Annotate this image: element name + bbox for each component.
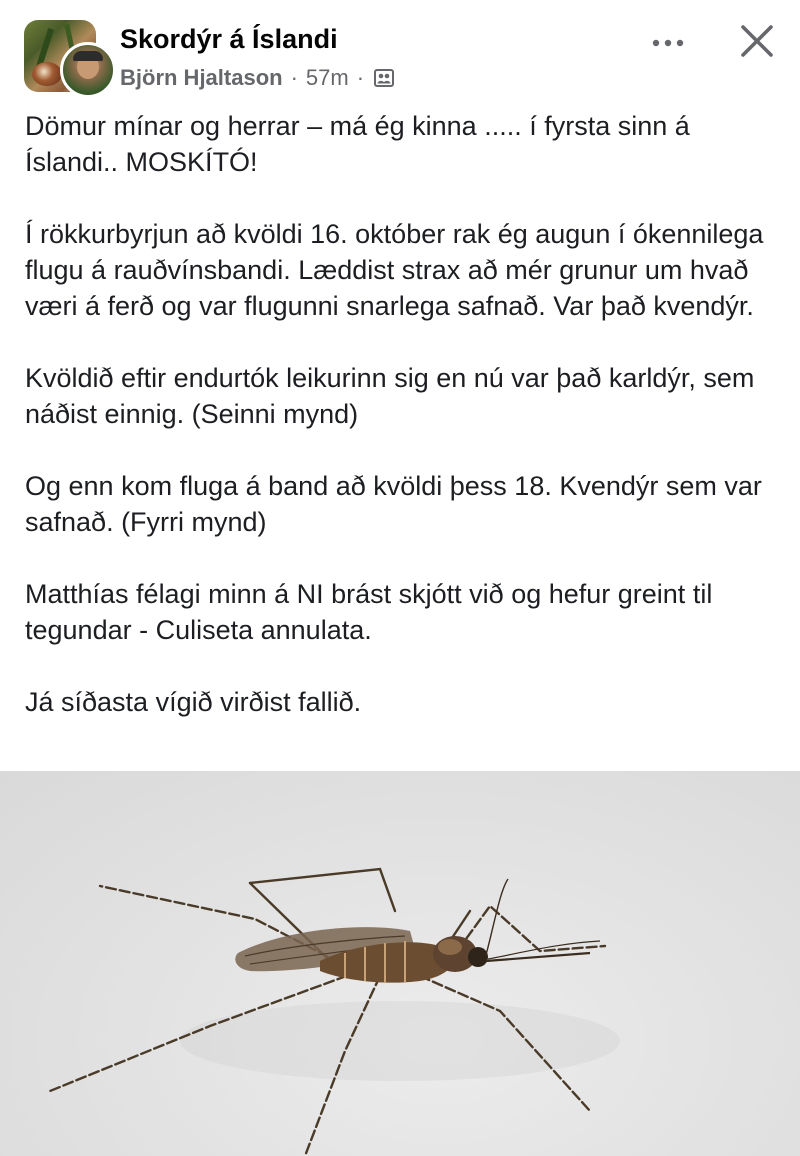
group-audience-icon [374,68,394,88]
more-options-button[interactable] [648,24,688,64]
group-name[interactable]: Skordýr á Íslandi [120,24,338,54]
post-paragraph: Dömur mínar og herrar – má ég kinna ..... í fyrsta sinn á Íslandi.. MOSKÍTÓ! [25,111,690,177]
more-horizontal-icon [650,35,686,53]
post-paragraph: Og enn kom fluga á band að kvöldi þess 18. Kvendýr sem var safnað. (Fyrri mynd) [25,471,762,537]
post-photo[interactable] [0,771,800,1156]
post-paragraph: Kvöldið eftir endurtók leikurinn sig en nú var það karldýr, sem náðist einnig. (Seinni mynd) [25,363,755,429]
post-meta [120,64,394,92]
post-header [0,0,800,104]
mosquito-image [0,771,800,1156]
post-paragraph: Matthías félagi minn á NI brást skjótt við og hefur greint til tegundar - Culiseta annulata. [25,579,713,645]
close-button[interactable] [734,20,780,66]
meta-separator: · [290,65,298,90]
post-text [25,108,785,720]
close-icon [740,24,774,63]
meta-separator: · [356,65,365,90]
post-paragraph: Í rökkurbyrjun að kvöldi 16. október rak ég augun í ókennilega flugu á rauðvínsbandi. Læddist strax að mér grunur um hvað væri á ferð og var flugunni snarlega safnað. Var það kvendýr. [25,219,764,321]
author-avatar[interactable] [60,42,116,98]
author-name[interactable]: Björn Hjaltason [120,65,283,90]
post-timestamp[interactable]: 57m [305,65,349,90]
post-paragraph: Já síðasta vígið virðist fallið. [25,687,362,717]
group-avatar[interactable] [24,20,100,96]
